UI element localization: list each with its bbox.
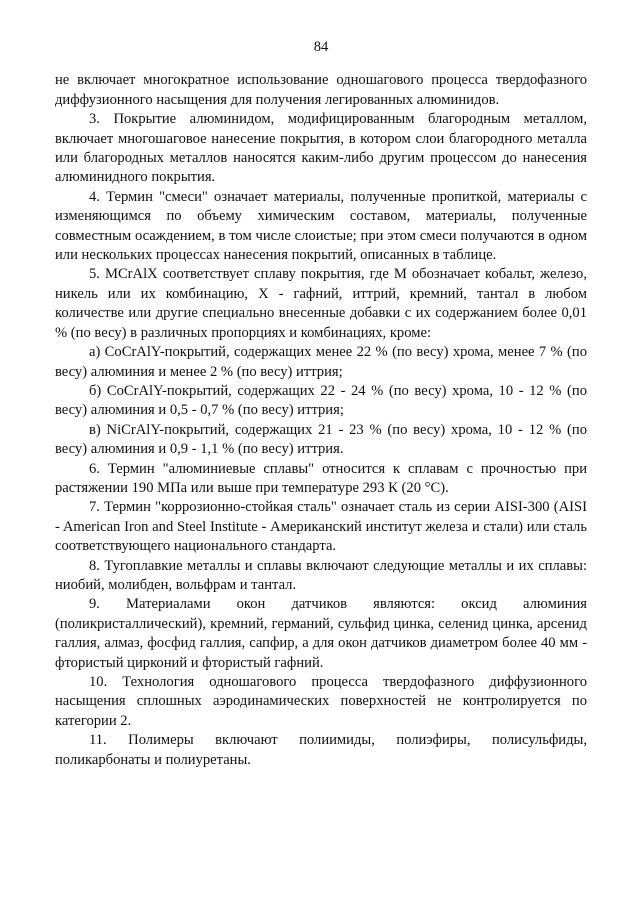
paragraph-continuation: не включает многократное использование одношагового процесса твердофазного диффузионного насыщения для получения легированных алюминидов.: [55, 72, 587, 108]
paragraph-note-5b: б) CoCrAlY-покрытий, содержащих 22 - 24 % (по весу) хрома, 10 - 12 % (по весу) алюминия и 0,5 - 0,7 % (по весу) иттрия;: [55, 382, 587, 419]
paragraph-note-5a: а) CoCrAlY-покрытий, содержащих менее 22 % (по весу) хрома, менее 7 % (по весу) алюминия и менее 2 % (по весу) иттрия;: [55, 344, 587, 380]
paragraph-note-6: 6. Термин "алюминиевые сплавы" относится к сплавам с прочностью при растяжении 190 МПа или выше при температуре 293 К (20 °С).: [55, 460, 587, 496]
paragraph-note-11: 11. Полимеры включают полиимиды, полиэфиры, полисульфиды, поликарбонаты и полиуретаны.: [55, 732, 587, 768]
paragraph-note-8: 8. Тугоплавкие металлы и сплавы включают следующие металлы и их сплавы: ниобий, молибден, вольфрам и тантал.: [55, 557, 587, 593]
paragraph-note-4: 4. Термин "смеси" означает материалы, полученные пропиткой, материалы с изменяющимся по объему химическим составом, материалы, полученные совместным осаждением, в том числе слоистые; при этом смеси получаются в одном или нескольких процессах нанесения покрытий, описанных в таблице.: [55, 188, 587, 264]
paragraph-note-3: 3. Покрытие алюминидом, модифицированным благородным металлом, включает многошаговое нанесение покрытия, в котором слои благородного металла или благородных металлов наносятся каким-либо другим процессом до нанесения алюминидного покрытия.: [55, 111, 587, 186]
page-number: 84: [313, 39, 329, 55]
paragraph-note-10: 10. Технология одношагового процесса твердофазного диффузионного насыщения сплошных аэродинамических поверхностей не контролируется по категории 2.: [55, 674, 587, 729]
paragraph-note-9: 9. Материалами окон датчиков являются: оксид алюминия (поликристаллический), кремний, германий, сульфид цинка, селенид цинка, арсенид галлия, алмаз, фосфид галлия, сапфир, а для окон датчиков диаметром более 40 мм - фтористый цирконий и фтористый гафний.: [55, 596, 587, 671]
paragraph-note-5: 5. MCrAlX соответствует сплаву покрытия, где М обозначает кобальт, железо, никель или их комбинацию, X - гафний, иттрий, кремний, тантал в любом количестве или другие специально внесенные добавки с их содержанием более 0,01 % (по весу) в различных пропорциях и комбинациях, кроме:: [55, 266, 587, 341]
document-page: [55, 38, 587, 770]
paragraph-note-5c: в) NiCrAlY-покрытий, содержащих 21 - 23 % (по весу) хрома, 10 - 12 % (по весу) алюминия и 0,9 - 1,1 % (по весу) иттрия.: [55, 421, 587, 458]
paragraph-note-7: 7. Термин "коррозионно-стойкая сталь" означает сталь из серии AISI-300 (AISI - American Iron and Steel Institute - Американский институт железа и стали) или сталь соответствующего национального стандарта.: [55, 499, 587, 555]
